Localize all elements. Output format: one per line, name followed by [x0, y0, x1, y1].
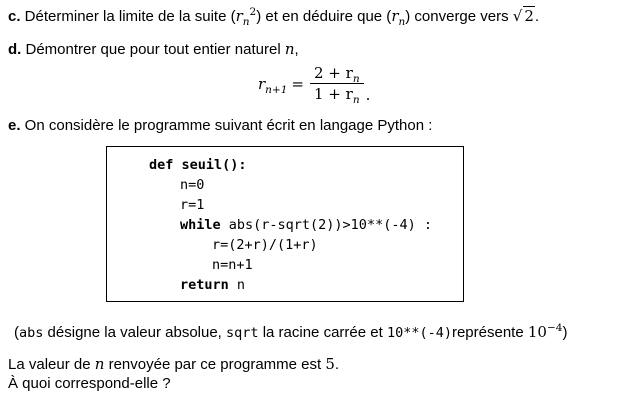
recurrence-formula: $r_{n+1}$ = $\frac{2 + r_n}{1 + r_n}$ .	[258, 64, 371, 106]
fraction-denominator: $1 + r_n$	[314, 85, 360, 106]
code-line-4: while abs(r-sqrt(2))>10**(-4) :	[180, 217, 432, 233]
question-line-2: À quoi correspond-elle ?	[8, 375, 171, 392]
formula-equals: =	[291, 74, 304, 93]
sqrt-two: √ 2	[512, 7, 534, 25]
formula-fraction	[310, 63, 364, 104]
note-pow: 10**(-4)	[386, 325, 452, 341]
item-c-text-1: Déterminer la limite de la suite (	[20, 8, 236, 25]
item-d-text: Démontrer que pour tout entier naturel	[21, 41, 285, 58]
note-line: (abs désigne la valeur absolue, sqrt la racine carrée et 10**(-4)représente $10^{-4}$)	[14, 322, 568, 341]
code-line-1: def seuil():	[149, 157, 247, 173]
code-line-7: return n	[180, 277, 246, 293]
sequence-r: $r_n^2$	[235, 6, 257, 28]
question-value: 5	[325, 355, 335, 373]
note-abs: abs	[19, 325, 44, 341]
question-variable-n: n	[94, 355, 105, 373]
item-e-label: e.	[8, 117, 21, 134]
formula-lhs: $r_{n+1}$	[258, 74, 288, 96]
item-e	[8, 116, 432, 136]
code-line-6: n=n+1	[212, 257, 253, 273]
item-d-label: d.	[8, 41, 22, 58]
code-line-2: n=0	[180, 177, 205, 193]
code-line-5: r=(2+r)/(1+r)	[212, 237, 318, 253]
note-sqrt: sqrt	[226, 325, 259, 341]
fraction-numerator: $2 + r_n$	[314, 64, 360, 85]
variable-n: n	[284, 40, 295, 58]
code-line-3: r=1	[180, 197, 205, 213]
sequence-r-2: $r_n$	[391, 7, 406, 28]
item-c-text-3: ) converge vers	[405, 8, 513, 25]
item-e-text: On considère le programme suivant écrit en langage Python :	[20, 117, 433, 134]
item-c-label: c.	[8, 8, 21, 25]
python-code-box	[106, 146, 464, 302]
question-line-1: La valeur de n renvoyée par ce programme est 5.	[8, 355, 340, 373]
item-d: d. Démontrer que pour tout entier naturel n,	[8, 40, 299, 58]
item-c-text-2: ) et en déduire que (	[256, 8, 392, 25]
note-power: $10^{-4}$	[527, 322, 563, 341]
item-c: c. Déterminer la limite de la suite $(r_n^2)$ et en déduire que $(r_n)$ converge vers √ 2.	[8, 6, 540, 28]
